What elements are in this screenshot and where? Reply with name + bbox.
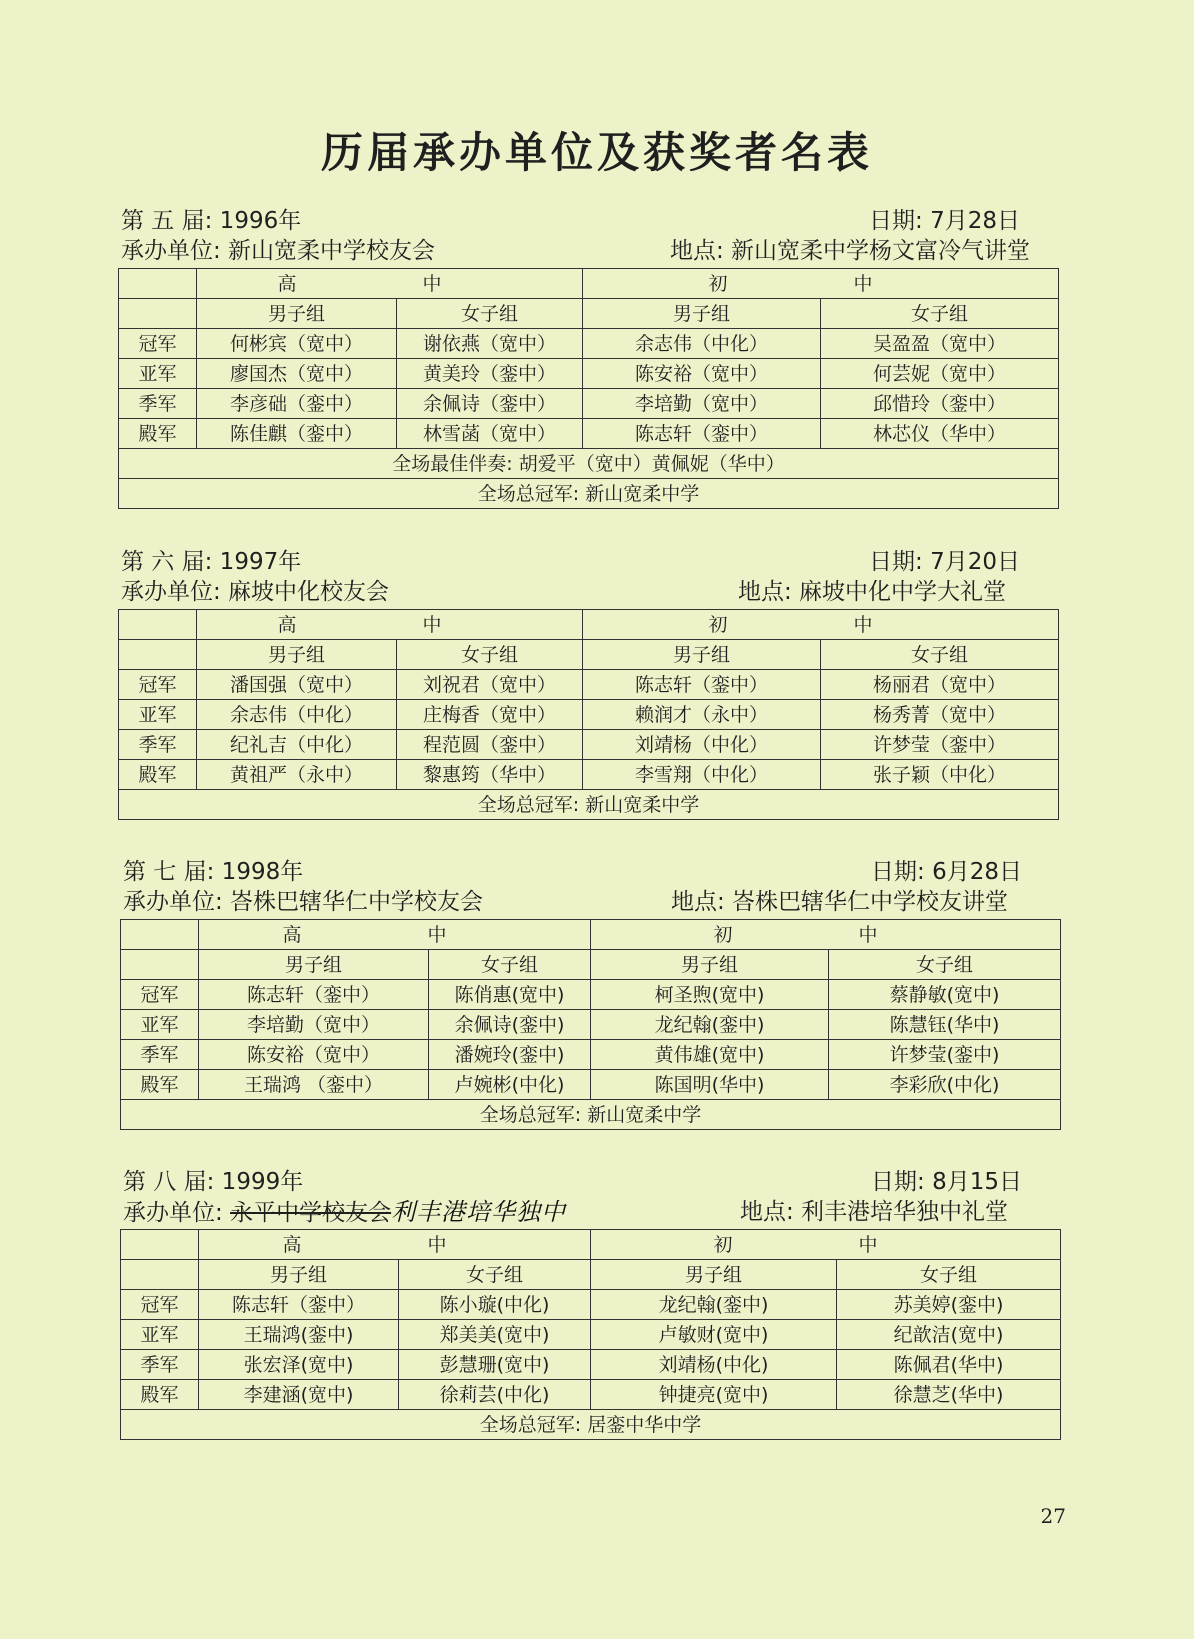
winner-cell: 陈国明(华中) bbox=[591, 1070, 829, 1100]
rank-cell: 冠军 bbox=[121, 980, 199, 1010]
winner-cell: 杨秀菁（宽中） bbox=[821, 700, 1059, 730]
section-header-row1 bbox=[118, 547, 1058, 577]
section-header-row1 bbox=[120, 857, 1060, 887]
rank-cell: 殿军 bbox=[121, 1070, 199, 1100]
girls-header: 女子组 bbox=[837, 1260, 1061, 1290]
winner-cell: 王瑞鸿 （銮中） bbox=[199, 1070, 429, 1100]
winner-cell: 张子颖（中化） bbox=[821, 760, 1059, 790]
boys-header: 男子组 bbox=[199, 1260, 399, 1290]
winner-cell: 何芸妮（宽中） bbox=[821, 359, 1059, 389]
winner-cell: 纪礼吉（中化） bbox=[197, 730, 397, 760]
table-row bbox=[121, 1380, 1061, 1410]
high-school-header: 高 中 bbox=[199, 1230, 591, 1260]
host-label bbox=[123, 1197, 566, 1228]
winner-cell: 柯圣煦(宽中) bbox=[591, 980, 829, 1010]
girls-header: 女子组 bbox=[829, 950, 1061, 980]
table-header-row bbox=[119, 269, 1059, 299]
venue-label: 地点: 新山宽柔中学杨文富冷气讲堂 bbox=[669, 238, 1030, 264]
winner-cell: 许梦莹（銮中） bbox=[821, 730, 1059, 760]
table-header-row bbox=[119, 610, 1059, 640]
table-row bbox=[119, 329, 1059, 359]
rank-cell: 冠军 bbox=[121, 1290, 199, 1320]
table-row bbox=[119, 359, 1059, 389]
footer-row bbox=[121, 1100, 1061, 1130]
winner-cell: 庄梅香（宽中） bbox=[397, 700, 583, 730]
rank-cell: 亚军 bbox=[119, 700, 197, 730]
table-subheader-row bbox=[121, 950, 1061, 980]
host-struck-text: 永平中学校友会 bbox=[230, 1200, 392, 1226]
girls-header: 女子组 bbox=[397, 299, 583, 329]
section-8th bbox=[120, 1167, 1060, 1440]
table-row bbox=[119, 760, 1059, 790]
date-label: 日期: 7月28日 bbox=[869, 208, 1020, 234]
winner-cell: 杨丽君（宽中） bbox=[821, 670, 1059, 700]
winner-cell: 徐慧芝(华中) bbox=[837, 1380, 1061, 1410]
winner-cell: 陈志轩（銮中） bbox=[199, 1290, 399, 1320]
winner-cell: 李雪翔（中化） bbox=[583, 760, 821, 790]
rank-cell: 季军 bbox=[121, 1350, 199, 1380]
winner-cell: 纪歆洁(宽中) bbox=[837, 1320, 1061, 1350]
table-row bbox=[121, 1040, 1061, 1070]
overall-champion: 全场总冠军: 新山宽柔中学 bbox=[121, 1100, 1061, 1130]
winner-cell: 陈小璇(中化) bbox=[399, 1290, 591, 1320]
winner-cell: 赖润才（永中） bbox=[583, 700, 821, 730]
winner-cell: 吴盈盈（宽中） bbox=[821, 329, 1059, 359]
rank-cell: 季军 bbox=[119, 389, 197, 419]
winner-cell: 李彦础（銮中） bbox=[197, 389, 397, 419]
winner-cell: 李培勤（宽中） bbox=[199, 1010, 429, 1040]
table-subheader-row bbox=[119, 640, 1059, 670]
overall-champion: 全场总冠军: 居銮中华中学 bbox=[121, 1410, 1061, 1440]
winner-cell: 余志伟（中化） bbox=[583, 329, 821, 359]
rank-cell: 殿军 bbox=[121, 1380, 199, 1410]
best-accompanist: 全场最佳伴奏: 胡爱平（宽中）黄佩妮（华中） bbox=[119, 449, 1059, 479]
high-school-header: 高 中 bbox=[199, 920, 591, 950]
junior-school-header: 初 中 bbox=[591, 920, 1061, 950]
winner-cell: 余佩诗（銮中） bbox=[397, 389, 583, 419]
winner-cell: 陈安裕（宽中） bbox=[583, 359, 821, 389]
section-header-row2 bbox=[120, 1197, 1060, 1227]
table-row bbox=[121, 1350, 1061, 1380]
winner-cell: 谢依燕（宽中） bbox=[397, 329, 583, 359]
venue-label: 地点: 利丰港培华独中礼堂 bbox=[739, 1199, 1008, 1225]
page-title: 历届承办单位及获奖者名表 bbox=[320, 128, 873, 177]
table-row bbox=[119, 419, 1059, 449]
winners-table bbox=[118, 268, 1059, 509]
boys-header: 男子组 bbox=[583, 640, 821, 670]
winner-cell: 程范圆（銮中） bbox=[397, 730, 583, 760]
rank-cell: 冠军 bbox=[119, 670, 197, 700]
winner-cell: 钟捷亮(宽中) bbox=[591, 1380, 837, 1410]
high-school-header: 高 中 bbox=[197, 610, 583, 640]
winner-cell: 余佩诗(銮中) bbox=[429, 1010, 591, 1040]
section-header-row2 bbox=[120, 887, 1060, 917]
footer-row bbox=[119, 449, 1059, 479]
girls-header: 女子组 bbox=[821, 299, 1059, 329]
page-number: 27 bbox=[1040, 1504, 1066, 1528]
winner-cell: 许梦莹(銮中) bbox=[829, 1040, 1061, 1070]
junior-school-header: 初 中 bbox=[591, 1230, 1061, 1260]
edition-label: 第 七 届: 1998年 bbox=[123, 859, 304, 885]
table-row bbox=[121, 1320, 1061, 1350]
winner-cell: 陈佳麒（銮中） bbox=[197, 419, 397, 449]
winner-cell: 余志伟（中化） bbox=[197, 700, 397, 730]
junior-school-header: 初 中 bbox=[583, 610, 1059, 640]
winner-cell: 黄美玲（銮中） bbox=[397, 359, 583, 389]
rank-cell: 殿军 bbox=[119, 419, 197, 449]
winner-cell: 林芯仪（华中） bbox=[821, 419, 1059, 449]
winner-cell: 陈志轩（銮中） bbox=[199, 980, 429, 1010]
girls-header: 女子组 bbox=[399, 1260, 591, 1290]
winners-table bbox=[120, 919, 1061, 1130]
footer-row bbox=[119, 479, 1059, 509]
host-label: 承办单位: 麻坡中化校友会 bbox=[121, 579, 390, 605]
winner-cell: 王瑞鸿(銮中) bbox=[199, 1320, 399, 1350]
winner-cell: 潘婉玲(銮中) bbox=[429, 1040, 591, 1070]
section-header-row2 bbox=[118, 236, 1058, 266]
section-header-row1 bbox=[120, 1167, 1060, 1197]
host-label: 承办单位: 新山宽柔中学校友会 bbox=[121, 238, 436, 264]
winner-cell: 邱惜玲（銮中） bbox=[821, 389, 1059, 419]
winner-cell: 卢婉彬(中化) bbox=[429, 1070, 591, 1100]
winner-cell: 潘国强（宽中） bbox=[197, 670, 397, 700]
rank-cell: 季军 bbox=[119, 730, 197, 760]
rank-cell: 亚军 bbox=[121, 1320, 199, 1350]
winner-cell: 刘祝君（宽中） bbox=[397, 670, 583, 700]
high-school-header: 高 中 bbox=[197, 269, 583, 299]
winner-cell: 陈慧钰(华中) bbox=[829, 1010, 1061, 1040]
winner-cell: 李彩欣(中化) bbox=[829, 1070, 1061, 1100]
winner-cell: 陈佩君(华中) bbox=[837, 1350, 1061, 1380]
table-header-row bbox=[121, 1230, 1061, 1260]
winners-table bbox=[120, 1229, 1061, 1440]
venue-label: 地点: 麻坡中化中学大礼堂 bbox=[737, 579, 1006, 605]
table-subheader-row bbox=[121, 1260, 1061, 1290]
winner-cell: 黎惠筠（华中） bbox=[397, 760, 583, 790]
table-row bbox=[121, 1010, 1061, 1040]
winner-cell: 陈志轩（銮中） bbox=[583, 419, 821, 449]
winner-cell: 卢敏财(宽中) bbox=[591, 1320, 837, 1350]
table-row bbox=[119, 700, 1059, 730]
boys-header: 男子组 bbox=[591, 1260, 837, 1290]
winner-cell: 彭慧珊(宽中) bbox=[399, 1350, 591, 1380]
footer-row bbox=[119, 790, 1059, 820]
winner-cell: 陈俏惠(宽中) bbox=[429, 980, 591, 1010]
table-header-row bbox=[121, 920, 1061, 950]
table-row bbox=[119, 730, 1059, 760]
rank-cell: 亚军 bbox=[121, 1010, 199, 1040]
rank-cell: 亚军 bbox=[119, 359, 197, 389]
table-row bbox=[119, 389, 1059, 419]
boys-header: 男子组 bbox=[591, 950, 829, 980]
table-subheader-row bbox=[119, 299, 1059, 329]
winner-cell: 刘靖杨(中化) bbox=[591, 1350, 837, 1380]
table-row bbox=[121, 1290, 1061, 1320]
edition-label: 第 八 届: 1999年 bbox=[123, 1169, 304, 1195]
winner-cell: 李培勤（宽中） bbox=[583, 389, 821, 419]
section-7th bbox=[120, 857, 1060, 1130]
venue-label: 地点: 峇株巴辖华仁中学校友讲堂 bbox=[670, 889, 1008, 915]
winner-cell: 龙纪翰(銮中) bbox=[591, 1290, 837, 1320]
winner-cell: 何彬宾（宽中） bbox=[197, 329, 397, 359]
winner-cell: 郑美美(宽中) bbox=[399, 1320, 591, 1350]
winner-cell: 廖国杰（宽中） bbox=[197, 359, 397, 389]
winner-cell: 张宏泽(宽中) bbox=[199, 1350, 399, 1380]
boys-header: 男子组 bbox=[583, 299, 821, 329]
winner-cell: 林雪菡（宽中） bbox=[397, 419, 583, 449]
junior-school-header: 初 中 bbox=[583, 269, 1059, 299]
host-prefix: 承办单位: bbox=[123, 1200, 231, 1226]
date-label: 日期: 8月15日 bbox=[871, 1169, 1022, 1195]
winner-cell: 陈安裕（宽中） bbox=[199, 1040, 429, 1070]
winner-cell: 龙纪翰(銮中) bbox=[591, 1010, 829, 1040]
table-row bbox=[121, 1070, 1061, 1100]
section-6th bbox=[118, 547, 1058, 820]
overall-champion: 全场总冠军: 新山宽柔中学 bbox=[119, 790, 1059, 820]
rank-cell: 季军 bbox=[121, 1040, 199, 1070]
edition-label: 第 六 届: 1997年 bbox=[121, 549, 302, 575]
winner-cell: 徐莉芸(中化) bbox=[399, 1380, 591, 1410]
winner-cell: 黄祖严（永中） bbox=[197, 760, 397, 790]
winner-cell: 黄伟雄(宽中) bbox=[591, 1040, 829, 1070]
edition-label: 第 五 届: 1996年 bbox=[121, 208, 302, 234]
boys-header: 男子组 bbox=[197, 299, 397, 329]
rank-cell: 殿军 bbox=[119, 760, 197, 790]
date-label: 日期: 6月28日 bbox=[871, 859, 1022, 885]
winner-cell: 陈志轩（銮中） bbox=[583, 670, 821, 700]
winners-table bbox=[118, 609, 1059, 820]
table-row bbox=[119, 670, 1059, 700]
host-handwritten-correction: 利丰港培华独中 bbox=[391, 1198, 567, 1226]
section-header-row2 bbox=[118, 577, 1058, 607]
rank-cell: 冠军 bbox=[119, 329, 197, 359]
girls-header: 女子组 bbox=[397, 640, 583, 670]
host-label: 承办单位: 峇株巴辖华仁中学校友会 bbox=[123, 889, 484, 915]
boys-header: 男子组 bbox=[197, 640, 397, 670]
winner-cell: 苏美婷(銮中) bbox=[837, 1290, 1061, 1320]
winner-cell: 蔡静敏(宽中) bbox=[829, 980, 1061, 1010]
footer-row bbox=[121, 1410, 1061, 1440]
girls-header: 女子组 bbox=[429, 950, 591, 980]
girls-header: 女子组 bbox=[821, 640, 1059, 670]
section-header-row1 bbox=[118, 206, 1058, 236]
winner-cell: 刘靖杨（中化） bbox=[583, 730, 821, 760]
boys-header: 男子组 bbox=[199, 950, 429, 980]
winner-cell: 李建涵(宽中) bbox=[199, 1380, 399, 1410]
overall-champion: 全场总冠军: 新山宽柔中学 bbox=[119, 479, 1059, 509]
table-row bbox=[121, 980, 1061, 1010]
date-label: 日期: 7月20日 bbox=[869, 549, 1020, 575]
section-5th bbox=[118, 206, 1058, 509]
